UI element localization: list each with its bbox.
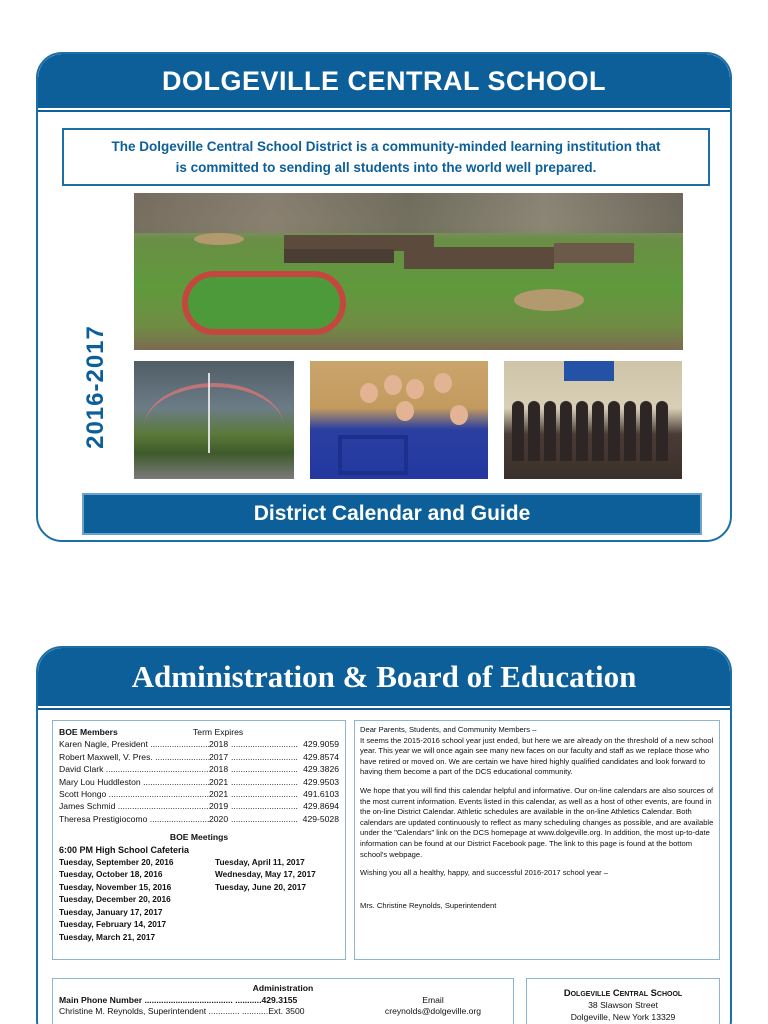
boe-member-row	[59, 800, 339, 812]
meeting-dates	[59, 856, 339, 943]
member-phone: ..... 429.9503	[303, 776, 339, 787]
superintendent-letter	[354, 720, 720, 960]
rainbow-photo	[134, 361, 294, 479]
meeting-date: Tuesday, February 14, 2017	[59, 919, 167, 930]
member-phone: ..... 429.8694	[303, 801, 339, 812]
address-street: 38 Slawson Street	[588, 1000, 658, 1010]
meeting-date: Tuesday, April 11, 2017	[215, 857, 305, 868]
school-title: DOLGEVILLE CENTRAL SCHOOL	[161, 65, 606, 96]
administration-title: Administration	[252, 983, 314, 993]
letter-greeting: Dear Parents, Students, and Community Members –	[360, 725, 537, 734]
boe-member-row	[59, 763, 339, 775]
address-school-name: Dolgeville Central School	[563, 987, 683, 998]
administration-panel	[36, 646, 732, 1024]
main-phone-label: Main Phone Number ..................................... ...........	[59, 994, 262, 1005]
member-name: Mary Lou Huddleston .....	[59, 776, 209, 788]
admin-contact-row: Christine M. Reynolds, Superintendent ............. ...........Ext. 3500	[59, 1006, 305, 1016]
school-address-box	[526, 978, 720, 1024]
meeting-date: Tuesday, December 20, 2016	[59, 894, 171, 905]
header-rule	[38, 110, 730, 112]
boe-box	[52, 720, 346, 960]
member-term: 2020	[209, 813, 229, 824]
member-phone: ..... 429-5028	[302, 813, 339, 824]
member-name: Karen Nagle, President .....	[59, 738, 209, 750]
boe-meetings-location: 6:00 PM High School Cafeteria	[59, 844, 190, 855]
cheerleaders-photo	[310, 361, 488, 479]
member-phone: ..... 429.3826	[303, 764, 339, 775]
email-header: Email	[422, 994, 444, 1005]
aerial-campus-photo	[134, 193, 683, 350]
letter-paragraph: We hope that you will find this calendar helpful and informative. Our on-line calendars are also sources of the most current information. Events listed in this calendar, as well as a host of other events, are found in the on-line District Calendar. Athletic schedules are available in the on-line Athletics Calendar. Both calendars are updated continuously to reflect as many scheduling changes as possible, and are available under the "Calendars" link on the DCS homepage at www.dolgeville.org. In addition, the most up-to-date information can be found at our District Facebook page. The link to this page is found at the bottom school's webpage.	[360, 785, 714, 859]
member-name: Scott Hongo .....	[59, 788, 209, 800]
meeting-date: Tuesday, October 18, 2016	[59, 869, 163, 880]
meeting-date: Tuesday, June 20, 2017	[215, 881, 307, 892]
member-term: 2021	[209, 789, 229, 800]
member-name: James Schmid .....	[59, 800, 209, 812]
main-phone-number: 429.3155	[261, 994, 298, 1005]
mission-statement: The Dolgeville Central School District is a community-minded learning institution that is committed to sending all students into the world well prepared.	[62, 128, 710, 186]
address-city: Dolgeville, New York 13329	[570, 1012, 676, 1022]
member-phone: ..... 429.8574	[303, 751, 339, 762]
member-name: David Clark .....	[59, 763, 209, 775]
admin-page-title: Administration & Board of Education	[131, 659, 637, 694]
member-name: Theresa Prestigiocomo .....	[59, 813, 209, 825]
boe-members-header: BOE Members	[59, 727, 118, 737]
member-phone: ..... 429.9059	[303, 739, 339, 750]
member-term: 2018	[209, 739, 229, 750]
admin-header-rule	[38, 708, 730, 710]
member-term: 2017	[209, 751, 229, 762]
meeting-date: Wednesday, May 17, 2017	[215, 869, 316, 880]
letter-paragraph: Wishing you all a healthy, happy, and successful 2016-2017 school year –	[360, 868, 608, 878]
boe-member-row	[59, 788, 339, 800]
member-term: 2018	[209, 764, 229, 775]
boe-meetings-title: BOE Meetings	[169, 832, 229, 843]
cover-panel	[36, 52, 732, 542]
cover-header	[38, 54, 730, 108]
staff-group-photo	[504, 361, 682, 479]
member-term: 2021	[209, 776, 229, 787]
boe-member-row	[59, 813, 339, 825]
admin-email[interactable]: creynolds@dolgeville.org	[384, 1006, 482, 1016]
letter-signature: Mrs. Christine Reynolds, Superintendent	[360, 900, 497, 910]
administration-box	[52, 978, 514, 1024]
meeting-date: Tuesday, January 17, 2017	[59, 906, 163, 917]
meeting-date: Tuesday, November 15, 2016	[59, 881, 172, 892]
member-name: Robert Maxwell, V. Pres. .....	[59, 751, 209, 763]
admin-header	[38, 648, 730, 706]
guide-title-bar	[82, 493, 702, 535]
meeting-date: Tuesday, September 20, 2016	[59, 857, 174, 868]
letter-paragraph: It seems the 2015-2016 school year just ended, but here we are already on the threshold of a new school year. This year we will once again see many new faces on our faculty and staff as we replace those who have retired or moved on. We are certain we have hired highly qualified candidates and look forward to having them become a part of the DCS educational community.	[360, 735, 714, 777]
term-expires-header: Term Expires	[193, 727, 244, 737]
meeting-date: Tuesday, March 21, 2017	[59, 931, 156, 942]
member-term: 2019	[209, 801, 229, 812]
school-year-label: 2016-2017	[82, 325, 109, 449]
guide-title: District Calendar and Guide	[253, 502, 531, 525]
boe-member-row	[59, 738, 339, 750]
boe-member-row	[59, 751, 339, 763]
boe-member-row	[59, 776, 339, 788]
member-phone: ..... 491.6103	[303, 789, 339, 800]
